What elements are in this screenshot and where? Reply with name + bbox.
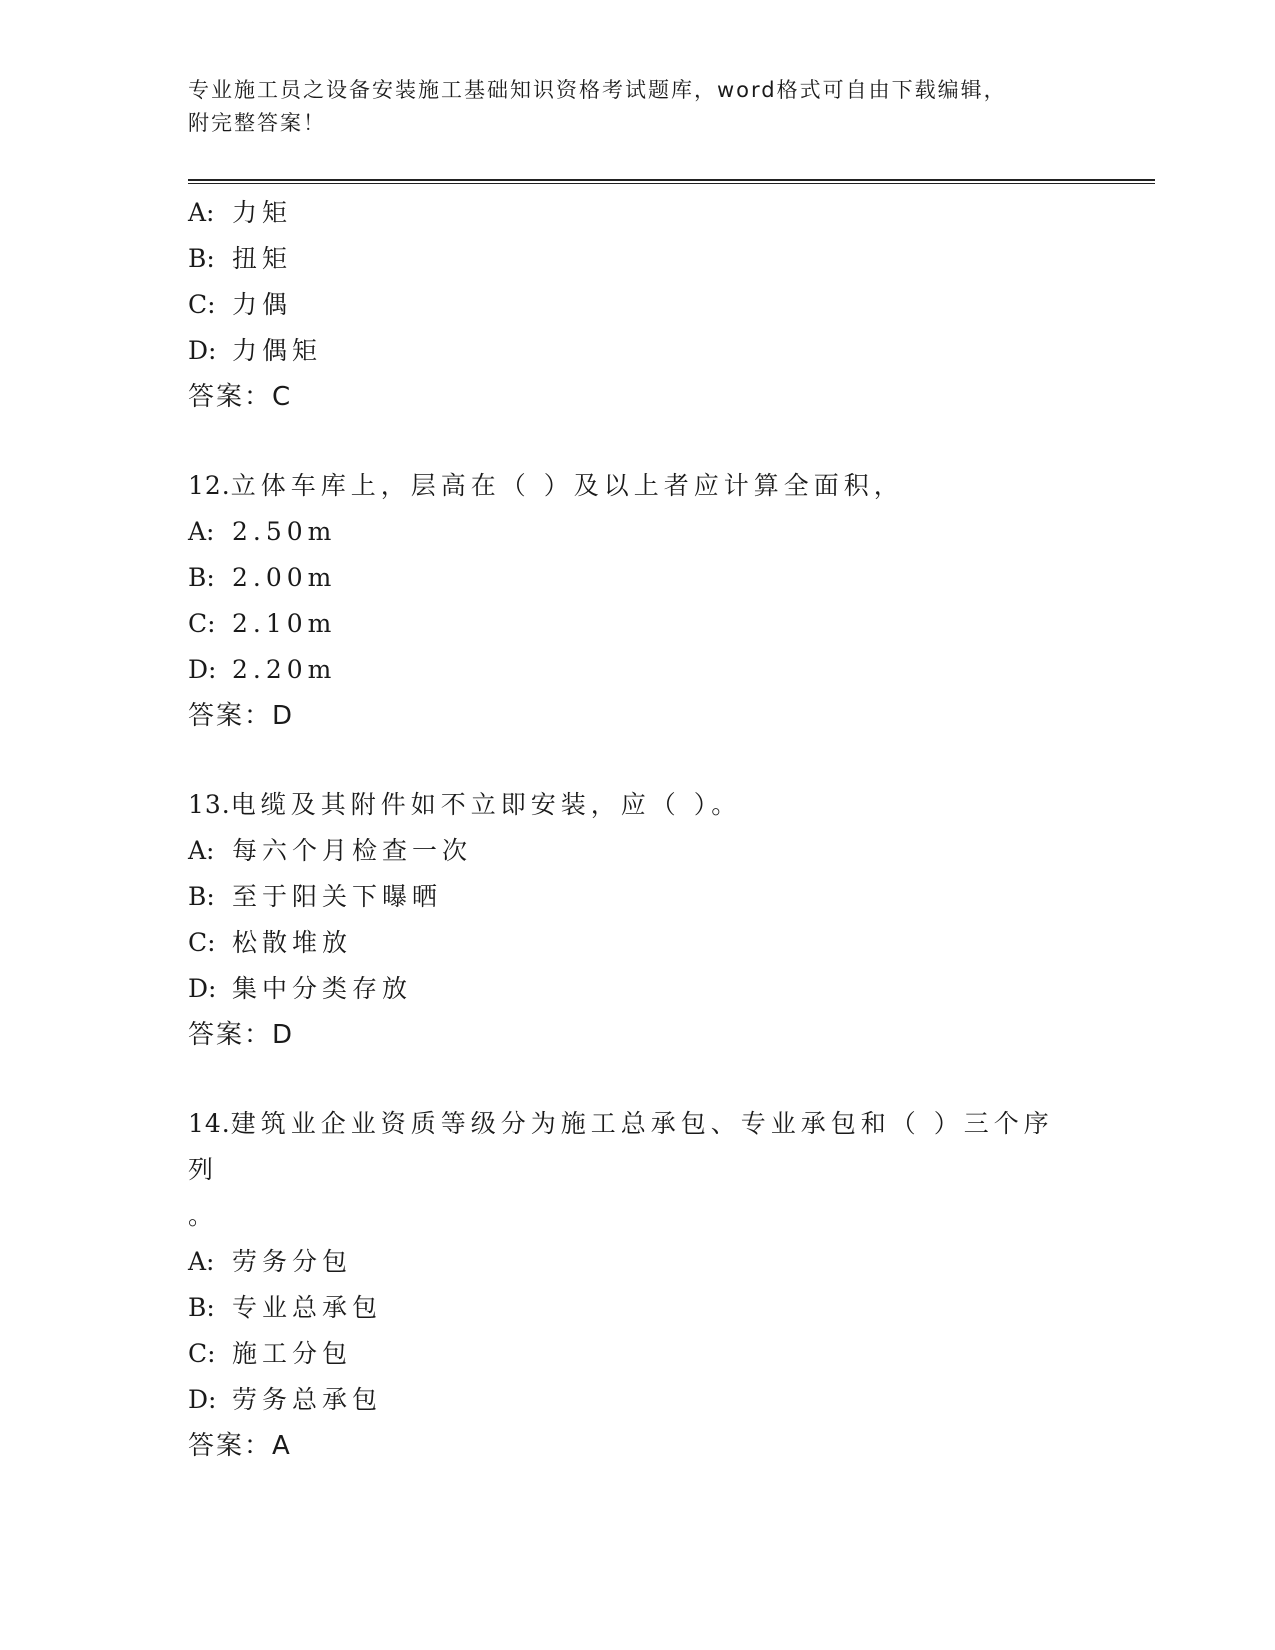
option-label: B:: [188, 244, 215, 273]
option-label: A:: [188, 1247, 215, 1276]
option-text: 力偶矩: [232, 336, 323, 365]
spacer: [188, 1058, 1088, 1101]
option-b: [188, 555, 1088, 601]
question-number: 12.: [188, 471, 231, 500]
document-header: [188, 74, 1068, 140]
question-number: 14.: [188, 1109, 231, 1138]
option-text: 至于阳关下曝晒: [232, 882, 443, 911]
option-label: D:: [188, 655, 217, 684]
header-line-1: 专业施工员之设备安装施工基础知识资格考试题库，word格式可自由下载编辑，: [188, 78, 1007, 102]
question-11: [188, 190, 1088, 420]
question-text-continued: 。: [188, 1201, 219, 1230]
question-12: [188, 463, 1088, 739]
option-label: C:: [188, 290, 216, 319]
option-text: 扭矩: [232, 244, 293, 273]
option-a: [188, 1239, 1088, 1285]
option-d: [188, 966, 1088, 1012]
option-label: A:: [188, 198, 215, 227]
option-label: B:: [188, 882, 215, 911]
option-text: 劳务分包: [232, 1247, 353, 1276]
option-label: C:: [188, 1339, 216, 1368]
option-text: 劳务总承包: [232, 1385, 383, 1414]
answer-line: 答案：A: [188, 1431, 292, 1461]
question-list: [188, 190, 1088, 1469]
option-d: [188, 328, 1088, 374]
option-label: A:: [188, 517, 215, 546]
answer-line: 答案：D: [188, 1020, 295, 1050]
answer-line: 答案：C: [188, 382, 293, 412]
option-label: C:: [188, 928, 216, 957]
option-text: 力偶: [232, 290, 293, 319]
option-label: C:: [188, 609, 216, 638]
header-divider: [188, 179, 1155, 184]
option-text: 2.20m: [232, 655, 337, 684]
option-d: [188, 647, 1088, 693]
option-text: 2.50m: [232, 517, 337, 546]
option-text: 施工分包: [232, 1339, 353, 1368]
option-label: D:: [188, 974, 217, 1003]
option-label: B:: [188, 563, 215, 592]
answer-line: 答案：D: [188, 701, 295, 731]
question-number: 13.: [188, 790, 231, 819]
option-text: 松散堆放: [232, 928, 353, 957]
header-line-2: 附完整答案！: [188, 111, 326, 135]
question-text: 建筑业企业资质等级分为施工总承包、专业承包和（ ）三个序列: [188, 1109, 1054, 1184]
option-c: [188, 920, 1088, 966]
option-b: [188, 1285, 1088, 1331]
spacer: [188, 420, 1088, 463]
question-text: 电缆及其附件如不立即安装，应（ ）。: [230, 790, 742, 819]
option-label: D:: [188, 1385, 217, 1414]
option-a: [188, 509, 1088, 555]
option-label: B:: [188, 1293, 215, 1322]
question-stem: [188, 463, 1068, 509]
option-b: [188, 874, 1088, 920]
spacer: [188, 739, 1088, 782]
question-text: 立体车库上，层高在（ ）及以上者应计算全面积，: [230, 471, 904, 500]
option-c: [188, 282, 1088, 328]
question-stem: [188, 782, 1068, 828]
option-a: [188, 190, 1088, 236]
question-stem: [188, 1101, 1068, 1239]
option-c: [188, 601, 1088, 647]
option-text: 2.10m: [232, 609, 337, 638]
option-text: 专业总承包: [232, 1293, 383, 1322]
option-a: [188, 828, 1088, 874]
question-14: [188, 1101, 1088, 1469]
option-text: 集中分类存放: [232, 974, 413, 1003]
question-13: [188, 782, 1088, 1058]
option-label: D:: [188, 336, 217, 365]
option-text: 每六个月检查一次: [232, 836, 473, 865]
option-d: [188, 1377, 1088, 1423]
option-c: [188, 1331, 1088, 1377]
option-text: 力矩: [232, 198, 293, 227]
option-label: A:: [188, 836, 215, 865]
option-b: [188, 236, 1088, 282]
option-text: 2.00m: [232, 563, 337, 592]
